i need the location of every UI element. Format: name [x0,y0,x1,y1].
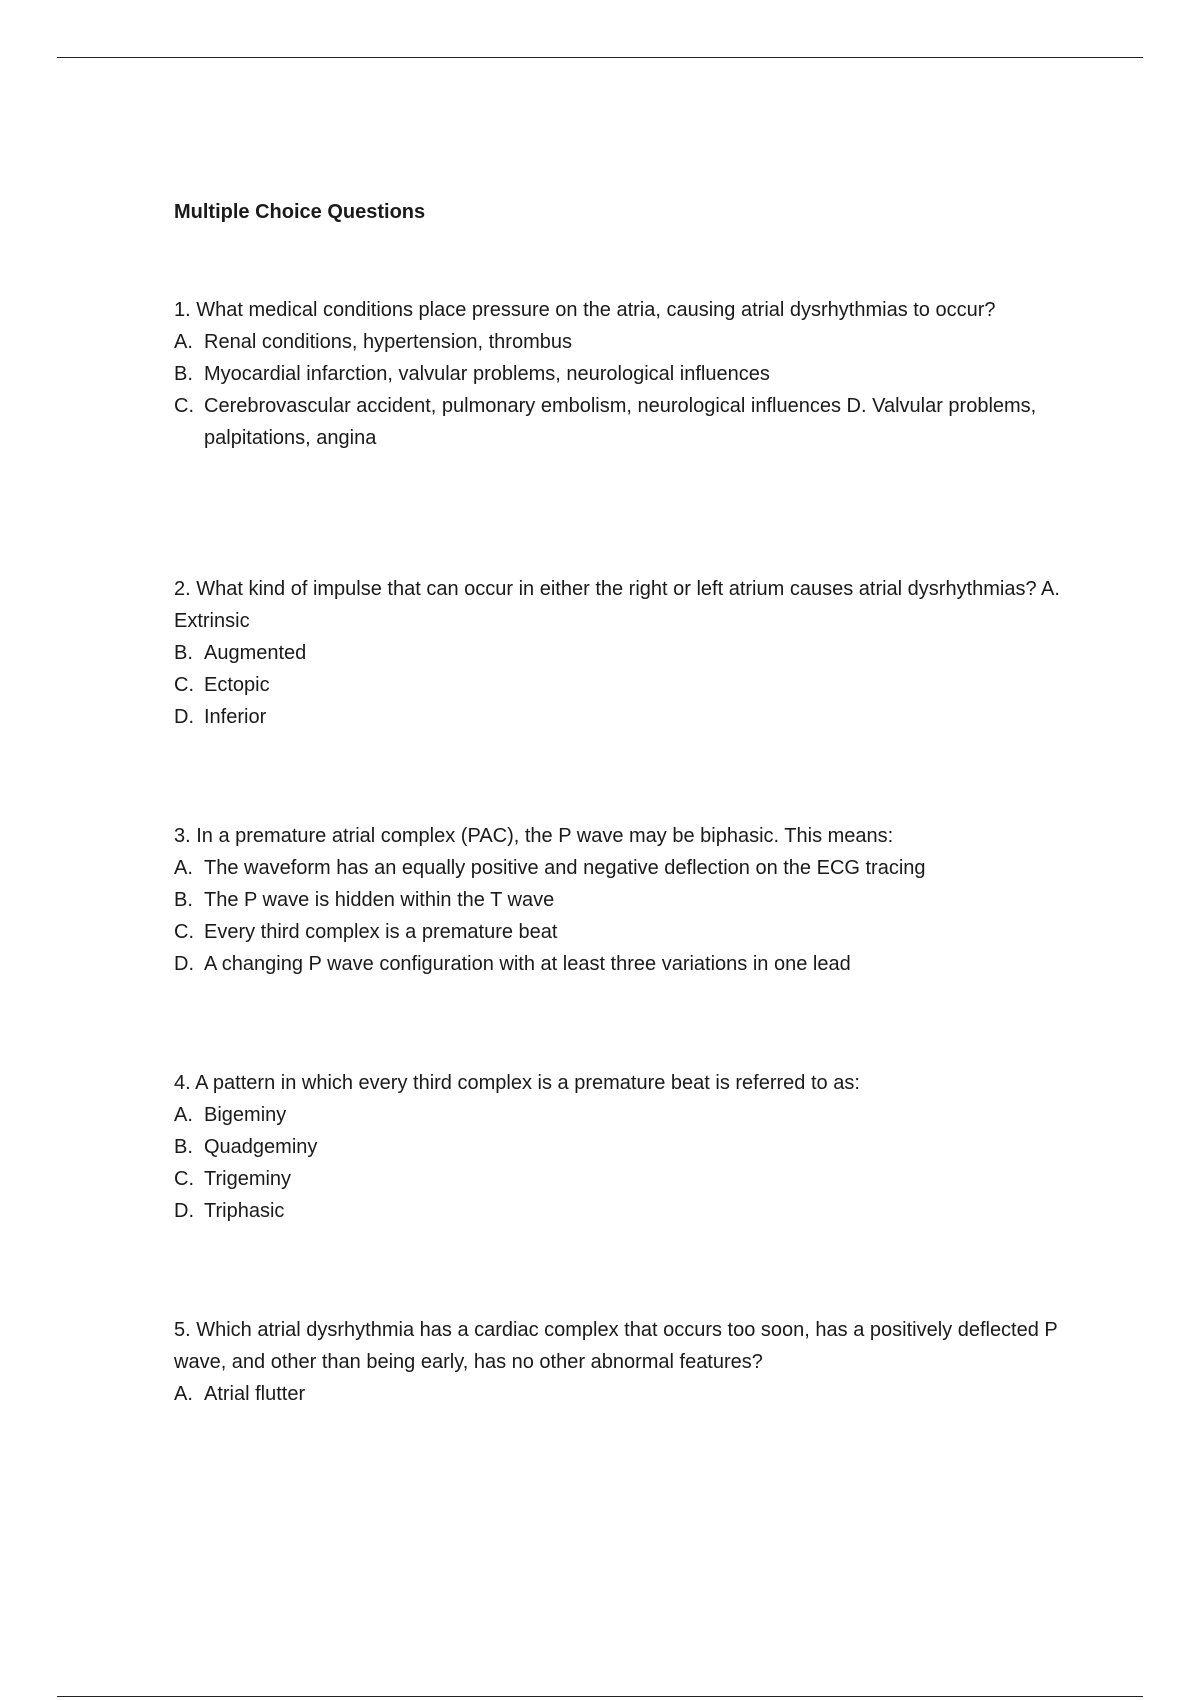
option-list [174,326,1074,454]
option-letter: A. [174,331,193,353]
option-text: Trigeminy [204,1168,292,1190]
option-item [174,1131,1074,1163]
question-stem: 5. Which atrial dysrhythmia has a cardiac complex that occurs too soon, has a positively deflected P wave, and other than being early, has no other abnormal features? [174,1319,1058,1373]
option-text: Cerebrovascular accident, pulmonary embolism, neurological influences D. Valvular problems, palpitations, angina [204,395,1037,449]
option-item [174,1163,1074,1195]
option-letter: D. [174,953,194,975]
question-4 [174,1067,1074,1227]
option-letter: B. [174,363,193,385]
page-title: Multiple Choice Questions [174,201,426,223]
question-stem: 4. A pattern in which every third complex is a premature beat is referred to as: [174,1072,860,1094]
top-divider [57,57,1143,58]
option-text: The P wave is hidden within the T wave [204,889,555,911]
option-item [174,1195,1074,1227]
option-letter: B. [174,642,193,664]
option-item [174,884,1074,916]
option-item [174,916,1074,948]
option-text: Quadgeminy [204,1136,318,1158]
option-list [174,852,1074,980]
bottom-divider [57,1696,1143,1697]
question-stem: 2. What kind of impulse that can occur in either the right or left atrium causes atrial dysrhythmias? A. Extrinsic [174,578,1060,632]
question-5 [174,1314,1074,1410]
option-letter: C. [174,395,194,417]
option-item [174,1378,1074,1410]
option-item [174,701,1074,733]
option-letter: B. [174,1136,193,1158]
option-item [174,358,1074,390]
option-text: Bigeminy [204,1104,287,1126]
option-list [174,1099,1074,1227]
question-1 [174,294,1074,454]
option-letter: C. [174,674,194,696]
option-letter: A. [174,857,193,879]
question-3 [174,820,1074,980]
option-text: Augmented [204,642,307,664]
option-item [174,637,1074,669]
option-text: A changing P wave configuration with at least three variations in one lead [204,953,851,975]
option-item [174,1099,1074,1131]
option-text: Every third complex is a premature beat [204,921,558,943]
option-item [174,852,1074,884]
option-letter: D. [174,1200,194,1222]
option-text: Renal conditions, hypertension, thrombus [204,331,572,353]
option-item [174,669,1074,701]
option-text: Myocardial infarction, valvular problems, neurological influences [204,363,770,385]
option-letter: C. [174,921,194,943]
question-2 [174,573,1074,733]
option-text: The waveform has an equally positive and negative deflection on the ECG tracing [204,857,926,879]
option-letter: C. [174,1168,194,1190]
option-letter: A. [174,1383,193,1405]
option-list [174,637,1074,733]
option-text: Atrial flutter [204,1383,306,1405]
option-item [174,948,1074,980]
option-text: Triphasic [204,1200,285,1222]
question-stem: 1. What medical conditions place pressure on the atria, causing atrial dysrhythmias to occur? [174,299,996,321]
option-item [174,326,1074,358]
option-text: Ectopic [204,674,270,696]
option-letter: A. [174,1104,193,1126]
option-list [174,1378,1074,1410]
option-letter: D. [174,706,194,728]
question-stem: 3. In a premature atrial complex (PAC), the P wave may be biphasic. This means: [174,825,894,847]
option-letter: B. [174,889,193,911]
option-item [174,390,1074,454]
option-text: Inferior [204,706,267,728]
